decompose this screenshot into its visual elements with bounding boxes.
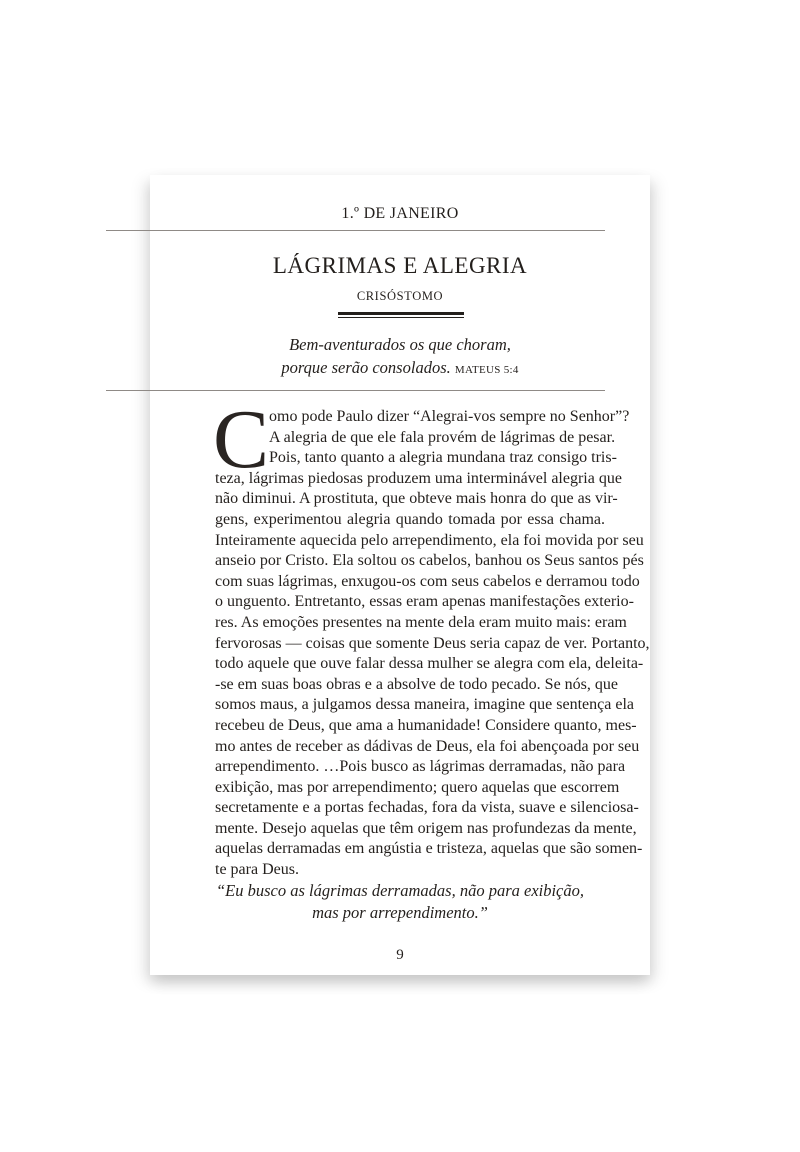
- body-line: Inteiramente aquecida pelo arrependimento, ela foi movida por seu: [215, 531, 644, 549]
- epigraph-line-1: Bem-aventurados os que choram,: [289, 335, 511, 354]
- body-line: teza, lágrimas piedosas produzem uma interminável alegria que: [215, 469, 622, 487]
- chapter-title: LÁGRIMAS E ALEGRIA: [272, 253, 528, 278]
- drop-cap: C: [213, 393, 270, 486]
- page-header-date: 1.º DE JANEIRO: [341, 205, 459, 222]
- page-number: 9: [396, 947, 404, 963]
- body-line: omo pode Paulo dizer “Alegrai-vos sempre no Senhor”?: [269, 408, 630, 425]
- body-line: gens, experimentou alegria quando tomada por essa chama.: [215, 510, 605, 528]
- epigraph-line-2: [0, 356, 800, 382]
- body-line: secretamente e a portas fechadas, fora da vista, suave e silenciosa-: [215, 799, 639, 817]
- body-line: res. As emoções presentes na mente dela eram muito mais: eram: [215, 613, 627, 631]
- epigraph-line-2-text: porque serão consolados.: [281, 358, 451, 377]
- body-line: o unguento. Entretanto, essas eram apenas manifestações exterio-: [215, 593, 634, 611]
- body-line: não diminui. A prostituta, que obteve mais honra do que as vir-: [215, 490, 618, 508]
- body-line: anseio por Cristo. Ela soltou os cabelos, banhou os Seus santos pés: [215, 552, 644, 570]
- pull-quote-line-2: mas por arrependimento.”: [312, 903, 488, 922]
- header-divider: [106, 230, 605, 231]
- epigraph: [0, 333, 800, 382]
- body-line: Pois, tanto quanto a alegria mundana traz consigo tris-: [269, 449, 617, 467]
- title-ornament-thin-rule: [338, 317, 464, 318]
- epigraph-divider: [106, 390, 605, 391]
- body-line: aquelas derramadas em angústia e tristeza, aquelas que são somen-: [215, 840, 643, 858]
- title-ornament-rule: [338, 312, 464, 315]
- epigraph-reference: MATEUS 5:4: [454, 364, 519, 376]
- body-line: somos maus, a julgamos dessa maneira, imagine que sentença ela: [215, 696, 634, 714]
- pull-quote-line-1: “Eu busco as lágrimas derramadas, não para exibição,: [215, 881, 585, 900]
- body-line: mente. Desejo aquelas que têm origem nas profundezas da mente,: [215, 819, 637, 837]
- body-line: mo antes de receber as dádivas de Deus, ela foi abençoada por seu: [215, 737, 640, 755]
- body-line: A alegria de que ele fala provém de lágrimas de pesar.: [269, 428, 616, 446]
- body-line: exibição, mas por arrependimento; quero aquelas que escorrem: [215, 778, 620, 796]
- body-line: recebeu de Deus, que ama a humanidade! Considere quanto, mes-: [215, 716, 637, 734]
- body-line: arrependimento. …Pois busco as lágrimas derramadas, não para: [215, 758, 626, 776]
- body-line: todo aquele que ouve falar dessa mulher se alegra com ela, deleita-: [215, 655, 644, 673]
- body-text: [215, 407, 650, 881]
- body-line: te para Deus.: [215, 861, 299, 879]
- author-name: CRISÓSTOMO: [356, 289, 444, 303]
- body-line: -se em suas boas obras e a absolve de todo pecado. Se nós, que: [215, 675, 618, 693]
- body-line: fervorosas — coisas que somente Deus seria capaz de ver. Portanto,: [215, 634, 650, 652]
- pull-quote: [0, 880, 800, 924]
- body-line: com suas lágrimas, enxugou-os com seus cabelos e derramou todo: [215, 572, 640, 590]
